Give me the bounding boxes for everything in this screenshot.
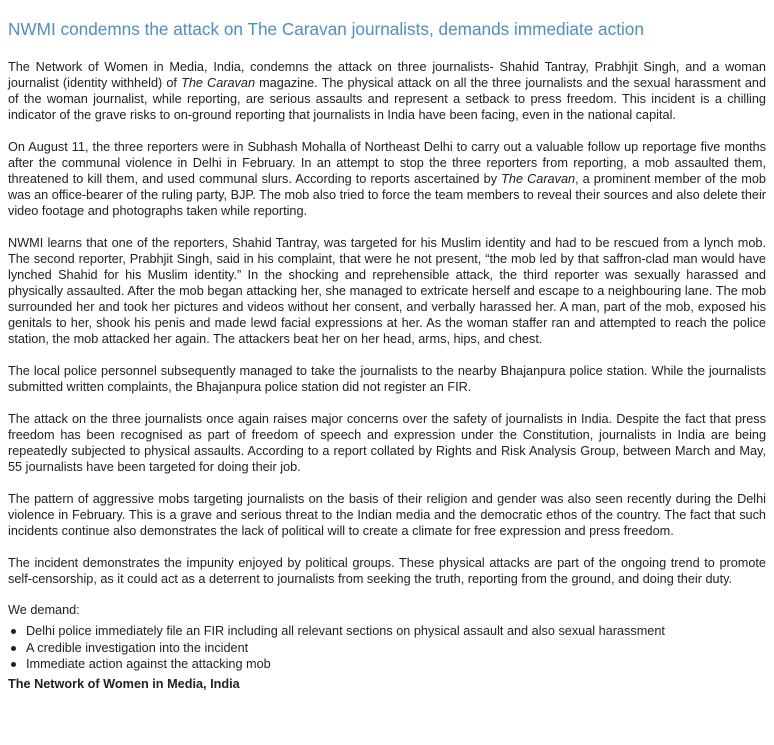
paragraph-5: The attack on the three journalists once again raises major concerns over the safety of journalists in India. Despite the fact that press freedom has been recognised as part of freedom of speech and expression under the Constitution, journalists in India are being repeatedly subjected to physical assaults. According to a report collated by Rights and Risk Analysis Group, between March and May, 55 journalists have been targeted for doing their job.	[8, 412, 766, 474]
paragraph-2-part-a: On August 11, the three reporters were in Subhash Mohalla of Northeast Delhi to carry out a valuable follow up reportage five months after the communal violence in Delhi in February. In an attempt to stop the three reporters from reporting, a mob assaulted them, threatened to kill them, and used communal slurs. According to reports ascertained by	[8, 140, 766, 186]
magazine-name: The Caravan	[501, 172, 576, 186]
signature: The Network of Women in Media, India	[8, 676, 240, 691]
paragraph-1-part-a: The Network of Women in Media, India, condemns the attack on three journalists- Shahid Tantray, Prabhjit Singh, and a woman journalist (identity withheld) of	[8, 60, 766, 90]
demands-list	[8, 623, 766, 673]
list-item: A credible investigation into the incident	[8, 640, 766, 657]
article	[0, 18, 774, 692]
paragraph-6: The pattern of aggressive mobs targeting journalists on the basis of their religion and gender was also seen recently during the Delhi violence in February. This is a grave and serious threat to the Indian media and the democratic ethos of the country. The fact that such incidents continue also demonstrates the lack of political will to create a climate for free expression and press freedom.	[8, 492, 766, 538]
paragraph-4: The local police personnel subsequently managed to take the journalists to the nearby Bhajanpura police station. While the journalists submitted written complaints, the Bhajanpura police station did not register an FIR.	[8, 364, 766, 394]
magazine-name: The Caravan	[181, 76, 256, 90]
headline: NWMI condemns the attack on The Caravan journalists, demands immediate action	[8, 19, 644, 39]
list-item: Immediate action against the attacking mob	[8, 656, 766, 673]
paragraph-1	[8, 59, 766, 123]
paragraph-1-part-b: magazine. The physical attack on all the three journalists and the sexual harassment and of the woman journalist, while reporting, are serious assaults and represent a setback to press freedom. This incident is a chilling indicator of the grave risks to on-ground reporting that journalists in India have been facing, even in the national capital.	[8, 76, 767, 122]
list-item: Delhi police immediately file an FIR including all relevant sections on physical assault and also sexual harassment	[8, 623, 766, 640]
paragraph-2-part-b: , a prominent member of the mob was an office-bearer of the ruling party, BJP. The mob also tried to force the team members to reveal their sources and also delete their video footage and photographs taken while reporting.	[8, 172, 766, 218]
paragraph-2	[8, 139, 766, 219]
paragraph-3: NWMI learns that one of the reporters, Shahid Tantray, was targeted for his Muslim identity and had to be rescued from a lynch mob. The second reporter, Prabhjit Singh, said in his complaint, that were he not present, “the mob led by that saffron-clad man would have lynched Shahid for his Muslim identity.” In the shocking and reprehensible attack, the third reporter was sexually harassed and physically assaulted. After the mob began attacking her, she managed to extricate herself and escape to a neighbouring lane. The mob surrounded her and took her pictures and videos without her consent, and verbally harassed her. A man, part of the mob, exposed his genitals to her, shook his penis and made lewd facial expressions at her. As the woman staffer ran and attempted to reach the police station, the mob attacked her again. The attackers beat her on her head, arms, hips, and chest.	[8, 236, 766, 346]
paragraph-7: The incident demonstrates the impunity enjoyed by political groups. These physical attacks are part of the ongoing trend to promote self-censorship, as it could act as a deterrent to journalists from seeking the truth, reporting from the ground, and doing their duty.	[8, 556, 766, 586]
demands-label: We demand:	[8, 603, 80, 617]
